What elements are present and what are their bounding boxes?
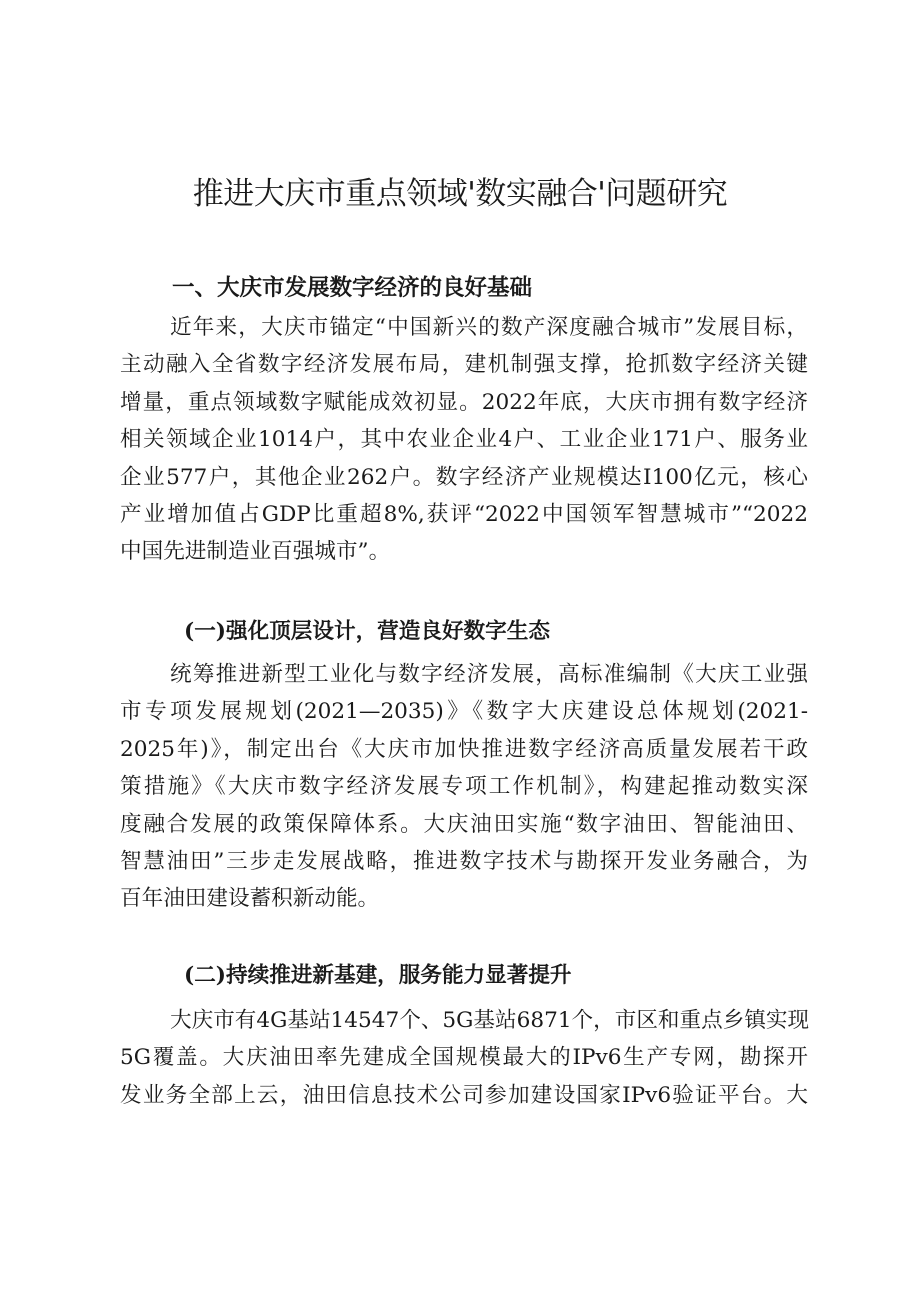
paragraph-line: 相关领域企业1014户，其中农业企业4户、工业企业171户、服务业 bbox=[120, 427, 808, 453]
paragraph-3 bbox=[120, 1002, 808, 1114]
paragraph-line: 增量，重点领域数字赋能成效初显。2022年底，大庆市拥有数字经济 bbox=[120, 389, 808, 415]
document-title: 推进大庆市重点领域'数实融合'问题研究 bbox=[192, 176, 728, 212]
paragraph-line: 5G覆盖。大庆油田率先建成全国规模最大的IPv6生产专网，勘探开 bbox=[120, 1045, 808, 1071]
paragraph-line: 市专项发展规划(2021—2035)》《数字大庆建设总体规划(2021- bbox=[120, 699, 808, 725]
paragraph-line: 主动融入全省数字经济发展布局，建机制强支撑，抢抓数字经济关键 bbox=[120, 352, 808, 378]
section-heading-1: 一、大庆市发展数字经济的良好基础 bbox=[172, 275, 533, 301]
paragraph-line: 2025年)》，制定出台《大庆市加快推进数字经济高质量发展若干政 bbox=[120, 736, 808, 762]
paragraph-line: 智慧油田”三步走发展战略，推进数字技术与勘探开发业务融合，为 bbox=[120, 848, 808, 874]
subsection-heading-1: (一)强化顶层设计，营造良好数字生态 bbox=[184, 619, 550, 644]
paragraph-line: 大庆市有4G基站14547个、5G基站6871个，市区和重点乡镇实现 bbox=[170, 1008, 810, 1033]
paragraph-line: 企业577户，其他企业262户。数字经济产业规模达I100亿元，核心 bbox=[120, 464, 808, 490]
paragraph-line: 统筹推进新型工业化与数字经济发展，高标准编制《大庆工业强 bbox=[170, 662, 808, 687]
paragraph-line: 近年来，大庆市锚定“中国新兴的数产深度融合城市”发展目标， bbox=[170, 315, 808, 340]
paragraph-line: 策措施》《大庆市数字经济发展专项工作机制》，构建起推动数实深 bbox=[120, 774, 808, 800]
paragraph-line: 中国先进制造业百强城市”。 bbox=[120, 539, 391, 565]
paragraph-line: 产业增加值占GDP比重超8%,获评“2022中国领军智慧城市”“2022 bbox=[120, 501, 808, 527]
paragraph-line: 度融合发展的政策保障体系。大庆油田实施“数字油田、智能油田、 bbox=[120, 811, 808, 837]
paragraph-line: 发业务全部上云，油田信息技术公司参加建设国家IPv6验证平台。大 bbox=[120, 1082, 808, 1108]
paragraph-2 bbox=[120, 656, 808, 918]
paragraph-1 bbox=[120, 309, 808, 571]
paragraph-line: 百年油田建设蓄积新动能。 bbox=[120, 886, 380, 912]
subsection-heading-2: (二)持续推进新基建，服务能力显著提升 bbox=[184, 963, 572, 988]
